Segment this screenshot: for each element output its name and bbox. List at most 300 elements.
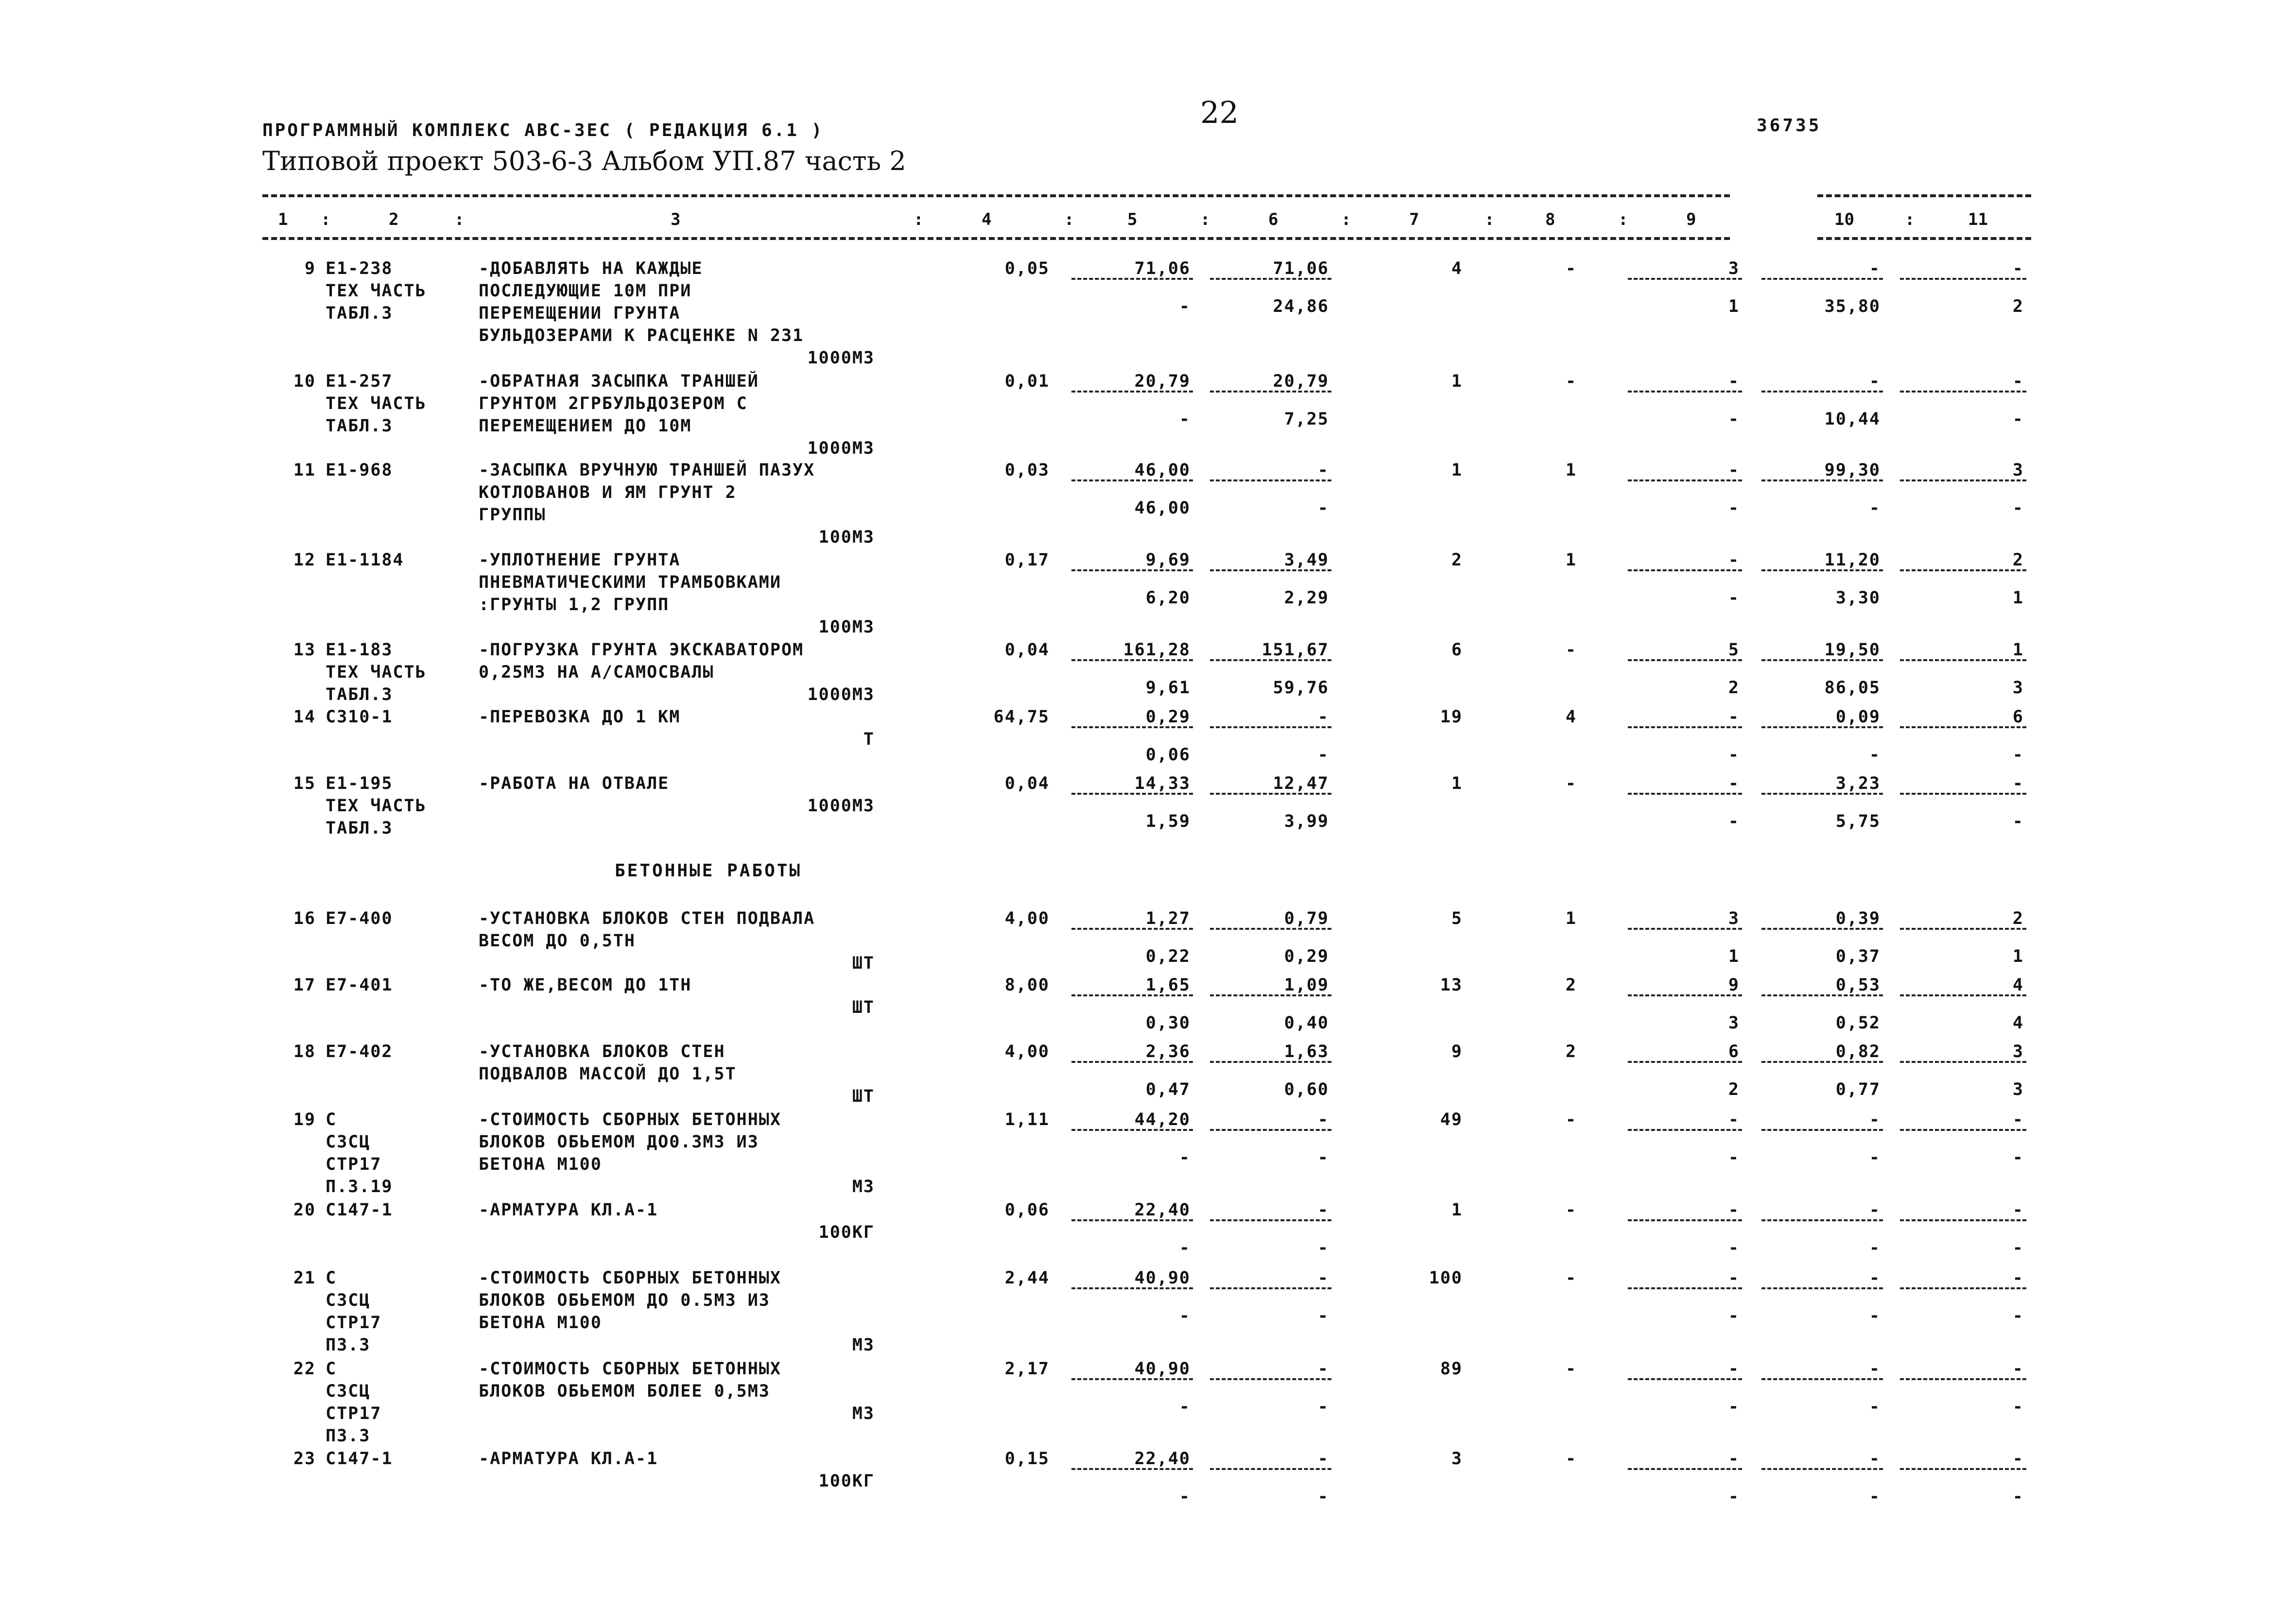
pricing-code: Е1-195	[326, 774, 393, 793]
cost-col10-part: -	[1869, 745, 1881, 765]
cost-separator	[1761, 659, 1883, 661]
cost-col11: 2	[2012, 550, 2024, 570]
cost-col6: -	[1317, 1449, 1329, 1469]
cost-col5-part: 9,61	[1145, 678, 1191, 698]
document-code: 36735	[1757, 116, 1822, 136]
cost-col11-part: -	[2012, 812, 2024, 831]
work-description: ПНЕВМАТИЧЕСКИМИ ТРАМБОВКАМИ	[479, 573, 781, 592]
cost-separator	[1628, 1378, 1742, 1380]
cost-col11: -	[2012, 1449, 2024, 1469]
cost-separator	[1628, 994, 1742, 996]
cost-col7: 1	[1451, 1200, 1463, 1220]
unit-of-measure: М3	[852, 1335, 875, 1355]
quantity: 0,01	[1004, 372, 1050, 391]
pricing-code: С310-1	[326, 707, 393, 727]
cost-col10: -	[1869, 1449, 1881, 1469]
row-number: 11	[293, 461, 316, 480]
cost-separator	[1628, 1129, 1742, 1131]
cost-col10-part: 5,75	[1835, 812, 1881, 831]
cost-col7: 4	[1451, 259, 1463, 278]
row-number: 9	[304, 259, 316, 278]
cost-col5-part: 0,22	[1145, 947, 1191, 966]
work-description: -ТО ЖЕ,ВЕСОМ ДО 1ТН	[479, 975, 692, 995]
work-description: ГРУНТОМ 2ГРБУЛЬДОЗЕРОМ С	[479, 394, 748, 413]
work-description: -ПОГРУЗКА ГРУНТА ЭКСКАВАТОРОМ	[479, 640, 804, 660]
cost-col6: -	[1317, 1110, 1329, 1129]
cost-col9: -	[1728, 1449, 1740, 1469]
cost-col6-part: 0,40	[1284, 1013, 1329, 1033]
col-sep: :	[454, 210, 465, 229]
cost-col11: 2	[2012, 909, 2024, 928]
pricing-code: СТР17	[326, 1313, 382, 1333]
cost-col10: 19,50	[1824, 640, 1881, 660]
cost-separator	[1071, 726, 1193, 728]
cost-separator	[1628, 726, 1742, 728]
cost-separator	[1761, 1378, 1883, 1380]
cost-col5: 0,29	[1145, 707, 1191, 727]
cost-col6: -	[1317, 1359, 1329, 1379]
cost-separator	[1071, 1287, 1193, 1289]
cost-col6-part: -	[1317, 745, 1329, 765]
cost-col11-part: 3	[2012, 678, 2024, 698]
cost-col6: 0,79	[1284, 909, 1329, 928]
cost-col10: 99,30	[1824, 461, 1881, 480]
unit-of-measure: 1000М3	[807, 685, 875, 704]
row-number: 21	[293, 1268, 316, 1288]
cost-separator	[1210, 1219, 1331, 1221]
row-number: 19	[293, 1110, 316, 1129]
work-description: -СТОИМОСТЬ СБОРНЫХ БЕТОННЫХ	[479, 1359, 781, 1379]
cost-separator	[1071, 569, 1193, 571]
cost-separator	[1900, 391, 2026, 393]
cost-col11-part: 2	[2012, 297, 2024, 316]
cost-separator	[1628, 793, 1742, 795]
cost-col9: 9	[1728, 975, 1740, 995]
cost-separator	[1628, 1468, 1742, 1470]
cost-col11: -	[2012, 259, 2024, 278]
work-description: ПЕРЕМЕЩЕНИИ ГРУНТА	[479, 304, 681, 323]
cost-separator	[1900, 793, 2026, 795]
cost-col5-part: -	[1179, 1397, 1191, 1417]
cost-col6-part: 3,99	[1284, 812, 1329, 831]
cost-col6-part: 7,25	[1284, 410, 1329, 429]
col-sep: :	[1618, 210, 1628, 229]
cost-col10: 3,23	[1835, 774, 1881, 793]
cost-col5-part: -	[1179, 1238, 1191, 1258]
pricing-code: С147-1	[326, 1449, 393, 1469]
quantity: 0,03	[1004, 461, 1050, 480]
row-number: 13	[293, 640, 316, 660]
cost-col11-part: 3	[2012, 1080, 2024, 1099]
cost-col8: -	[1565, 372, 1577, 391]
cost-col11: 4	[2012, 975, 2024, 995]
cost-col9-part: -	[1728, 745, 1740, 765]
unit-of-measure: М3	[852, 1177, 875, 1196]
cost-separator	[1761, 793, 1883, 795]
row-number: 17	[293, 975, 316, 995]
page-number: 22	[1200, 95, 1239, 130]
cost-col6-part: 0,29	[1284, 947, 1329, 966]
work-description: -ДОБАВЛЯТЬ НА КАЖДЫЕ	[479, 259, 703, 278]
work-description: -ЗАСЫПКА ВРУЧНУЮ ТРАНШЕЙ ПАЗУХ	[479, 461, 815, 480]
work-description: ПОСЛЕДУЮЩИЕ 10М ПРИ	[479, 281, 692, 301]
cost-col11-part: -	[2012, 1148, 2024, 1167]
cost-col7: 1	[1451, 461, 1463, 480]
cost-col8: -	[1565, 1449, 1577, 1469]
pricing-code: Е1-257	[326, 372, 393, 391]
cost-col8: 2	[1565, 1042, 1577, 1061]
cost-col7: 5	[1451, 909, 1463, 928]
cost-separator	[1071, 391, 1193, 393]
cost-col10: -	[1869, 1359, 1881, 1379]
quantity: 0,15	[1004, 1449, 1050, 1469]
row-number: 14	[293, 707, 316, 727]
cost-col11-part: -	[2012, 1306, 2024, 1326]
cost-col6: 12,47	[1273, 774, 1329, 793]
row-number: 20	[293, 1200, 316, 1220]
pricing-code: С	[326, 1110, 337, 1129]
cost-col9: 3	[1728, 909, 1740, 928]
cost-separator	[1628, 479, 1742, 481]
cost-col10-part: 0,37	[1835, 947, 1881, 966]
pricing-code: Е1-968	[326, 461, 393, 480]
cost-separator	[1210, 1378, 1331, 1380]
cost-col9: -	[1728, 1110, 1740, 1129]
cost-col9: -	[1728, 372, 1740, 391]
cost-col9-part: -	[1728, 1148, 1740, 1167]
cost-separator	[1071, 994, 1193, 996]
cost-col10-part: 86,05	[1824, 678, 1881, 698]
col-header-4: 4	[982, 210, 992, 229]
cost-separator	[1900, 726, 2026, 728]
pricing-code: С147-1	[326, 1200, 393, 1220]
pricing-code: Е1-238	[326, 259, 393, 278]
cost-separator	[1761, 928, 1883, 930]
pricing-code: ТАБЛ.3	[326, 304, 393, 323]
cost-separator	[1210, 1129, 1331, 1131]
cost-separator	[1628, 569, 1742, 571]
cost-col10: -	[1869, 372, 1881, 391]
cost-col10: 0,09	[1835, 707, 1881, 727]
unit-of-measure: М3	[852, 1404, 875, 1423]
cost-separator	[1628, 928, 1742, 930]
cost-col7: 89	[1440, 1359, 1463, 1379]
cost-col7: 100	[1429, 1268, 1463, 1288]
cost-col5: 40,90	[1134, 1268, 1191, 1288]
col-sep: :	[1341, 210, 1351, 229]
cost-col8: 1	[1565, 550, 1577, 570]
work-description: БЕТОНА М100	[479, 1155, 602, 1174]
cost-col6: 71,06	[1273, 259, 1329, 278]
work-description: -УСТАНОВКА БЛОКОВ СТЕН	[479, 1042, 725, 1061]
cost-col6-part: -	[1317, 1487, 1329, 1506]
cost-col6-part: 59,76	[1273, 678, 1329, 698]
cost-col11: -	[2012, 774, 2024, 793]
quantity: 0,04	[1004, 774, 1050, 793]
work-description: БЛОКОВ ОБЬЕМОМ ДО 0.5М3 ИЗ	[479, 1291, 770, 1310]
cost-col5: 20,79	[1134, 372, 1191, 391]
cost-col5-part: -	[1179, 1306, 1191, 1326]
unit-of-measure: ШТ	[852, 954, 875, 973]
cost-separator	[1210, 278, 1331, 280]
cost-col10: 11,20	[1824, 550, 1881, 570]
cost-col6: -	[1317, 1268, 1329, 1288]
unit-of-measure: ШТ	[852, 1087, 875, 1106]
pricing-code: Е7-400	[326, 909, 393, 928]
work-description: БЛОКОВ ОБЬЕМОМ ДО0.3М3 ИЗ	[479, 1132, 759, 1152]
work-description: 0,25М3 НА А/САМОСВАЛЫ	[479, 663, 714, 682]
cost-separator	[1900, 1287, 2026, 1289]
cost-col9-part: -	[1728, 1397, 1740, 1417]
cost-col6: -	[1317, 461, 1329, 480]
cost-col9-part: 2	[1728, 1080, 1740, 1099]
cost-separator	[1900, 994, 2026, 996]
cost-separator	[1071, 659, 1193, 661]
cost-col11-part: 1	[2012, 947, 2024, 966]
cost-col9-part: -	[1728, 1238, 1740, 1258]
cost-col9-part: -	[1728, 1306, 1740, 1326]
cost-separator	[1071, 479, 1193, 481]
unit-of-measure: 1000М3	[807, 348, 875, 368]
pricing-code: ТЕХ ЧАСТЬ	[326, 281, 427, 301]
col-header-3: 3	[671, 210, 681, 229]
col-header-2: 2	[389, 210, 399, 229]
cost-col9: 5	[1728, 640, 1740, 660]
cost-col9-part: -	[1728, 812, 1740, 831]
quantity: 0,05	[1004, 259, 1050, 278]
col-sep: :	[1200, 210, 1210, 229]
pricing-code: П.3.19	[326, 1177, 393, 1196]
cost-col8: -	[1565, 640, 1577, 660]
quantity: 0,06	[1004, 1200, 1050, 1220]
cost-col11: 6	[2012, 707, 2024, 727]
cost-col11-part: 4	[2012, 1013, 2024, 1033]
work-description: ПЕРЕМЕЩЕНИЕМ ДО 10М	[479, 416, 692, 436]
cost-separator	[1210, 793, 1331, 795]
cost-col11-part: -	[2012, 1397, 2024, 1417]
quantity: 64,75	[993, 707, 1050, 727]
cost-separator	[1071, 1061, 1193, 1063]
cost-col6-part: -	[1317, 498, 1329, 518]
cost-separator	[1900, 1378, 2026, 1380]
project-title: Типовой проект 503-6-3 Альбом УП.87 часть 2	[262, 146, 906, 176]
col-sep: :	[1485, 210, 1495, 229]
cost-col11: -	[2012, 372, 2024, 391]
col-sep: :	[1905, 210, 1915, 229]
cost-separator	[1628, 1219, 1742, 1221]
row-number: 12	[293, 550, 316, 570]
cost-col10-part: -	[1869, 498, 1881, 518]
col-sep: :	[914, 210, 924, 229]
cost-col8: -	[1565, 1359, 1577, 1379]
work-description: ПОДВАЛОВ МАССОЙ ДО 1,5Т	[479, 1064, 737, 1084]
row-number: 23	[293, 1449, 316, 1469]
cost-col9: -	[1728, 461, 1740, 480]
cost-col11: -	[2012, 1200, 2024, 1220]
cost-col5-part: -	[1179, 1148, 1191, 1167]
cost-col5: 22,40	[1134, 1200, 1191, 1220]
pricing-code: ТАБЛ.3	[326, 416, 393, 436]
cost-col6-part: -	[1317, 1238, 1329, 1258]
cost-col5: 161,28	[1123, 640, 1191, 660]
pricing-code: С	[326, 1268, 337, 1288]
cost-col8: -	[1565, 1268, 1577, 1288]
cost-col11: 3	[2012, 1042, 2024, 1061]
quantity: 1,11	[1004, 1110, 1050, 1129]
cost-separator	[1628, 1287, 1742, 1289]
cost-col6: 151,67	[1261, 640, 1329, 660]
work-description: БУЛЬДОЗЕРАМИ К РАСЦЕНКЕ N 231	[479, 326, 804, 345]
cost-separator	[1071, 1129, 1193, 1131]
cost-separator	[1900, 278, 2026, 280]
cost-col5-part: 0,47	[1145, 1080, 1191, 1099]
pricing-code: С3СЦ	[326, 1291, 371, 1310]
cost-col10: -	[1869, 1200, 1881, 1220]
unit-of-measure: ШТ	[852, 998, 875, 1017]
cost-separator	[1761, 1468, 1883, 1470]
cost-separator	[1210, 659, 1331, 661]
cost-separator	[1900, 1061, 2026, 1063]
pricing-code: П3.3	[326, 1426, 371, 1446]
pricing-code: П3.3	[326, 1335, 371, 1355]
cost-separator	[1210, 726, 1331, 728]
cost-separator	[1071, 278, 1193, 280]
cost-separator	[1761, 1061, 1883, 1063]
cost-separator	[1210, 391, 1331, 393]
row-number: 16	[293, 909, 316, 928]
cost-separator	[1761, 1129, 1883, 1131]
cost-col10-part: 0,77	[1835, 1080, 1881, 1099]
cost-col10: -	[1869, 1268, 1881, 1288]
cost-col7: 9	[1451, 1042, 1463, 1061]
work-description: ВЕСОМ ДО 0,5ТН	[479, 931, 636, 951]
cost-col6: 1,09	[1284, 975, 1329, 995]
cost-col7: 2	[1451, 550, 1463, 570]
cost-separator	[1210, 1468, 1331, 1470]
row-number: 18	[293, 1042, 316, 1061]
pricing-code: Е7-401	[326, 975, 393, 995]
cost-col10-part: -	[1869, 1148, 1881, 1167]
cost-col6: 3,49	[1284, 550, 1329, 570]
cost-separator	[1761, 1219, 1883, 1221]
work-description: :ГРУНТЫ 1,2 ГРУПП	[479, 595, 670, 615]
cost-col8: 1	[1565, 461, 1577, 480]
pricing-code: С3СЦ	[326, 1382, 371, 1401]
quantity: 2,44	[1004, 1268, 1050, 1288]
cost-col6: 1,63	[1284, 1042, 1329, 1061]
cost-col7: 3	[1451, 1449, 1463, 1469]
pricing-code: ТАБЛ.3	[326, 819, 393, 838]
cost-col6: -	[1317, 707, 1329, 727]
cost-separator	[1628, 391, 1742, 393]
row-number: 22	[293, 1359, 316, 1379]
cost-col5: 2,36	[1145, 1042, 1191, 1061]
pricing-code: СТР17	[326, 1155, 382, 1174]
cost-col9-part: 2	[1728, 678, 1740, 698]
cost-col5-part: 6,20	[1145, 588, 1191, 608]
cost-col5-part: 0,30	[1145, 1013, 1191, 1033]
work-description: -СТОИМОСТЬ СБОРНЫХ БЕТОННЫХ	[479, 1110, 781, 1129]
cost-col11: 1	[2012, 640, 2024, 660]
quantity: 0,17	[1004, 550, 1050, 570]
cost-separator	[1071, 1378, 1193, 1380]
cost-separator	[1900, 1219, 2026, 1221]
work-description: -ПЕРЕВОЗКА ДО 1 КМ	[479, 707, 681, 727]
cost-col5: 9,69	[1145, 550, 1191, 570]
cost-col9: 3	[1728, 259, 1740, 278]
cost-col10: 0,53	[1835, 975, 1881, 995]
cost-col7: 19	[1440, 707, 1463, 727]
cost-col8: -	[1565, 774, 1577, 793]
quantity: 2,17	[1004, 1359, 1050, 1379]
cost-col8: 1	[1565, 909, 1577, 928]
cost-separator	[1761, 278, 1883, 280]
col-sep: :	[1064, 210, 1074, 229]
unit-of-measure: 100М3	[818, 617, 875, 637]
quantity: 0,04	[1004, 640, 1050, 660]
pricing-code: Е1-1184	[326, 550, 404, 570]
cost-separator	[1210, 479, 1331, 481]
col-header-7: 7	[1409, 210, 1419, 229]
pricing-code: Е7-402	[326, 1042, 393, 1061]
col-header-11: 11	[1968, 210, 1988, 229]
cost-col7: 1	[1451, 372, 1463, 391]
work-description: -АРМАТУРА КЛ.А-1	[479, 1449, 658, 1469]
cost-col8: 2	[1565, 975, 1577, 995]
pricing-code: ТАБЛ.3	[326, 685, 393, 704]
cost-separator	[1900, 1129, 2026, 1131]
cost-col10-part: -	[1869, 1306, 1881, 1326]
cost-col9-part: -	[1728, 1487, 1740, 1506]
cost-col6-part: 0,60	[1284, 1080, 1329, 1099]
row-number: 15	[293, 774, 316, 793]
cost-separator	[1900, 479, 2026, 481]
cost-col5-part: -	[1179, 410, 1191, 429]
work-description: -РАБОТА НА ОТВАЛЕ	[479, 774, 670, 793]
unit-of-measure: Т	[863, 730, 875, 749]
work-description: -АРМАТУРА КЛ.А-1	[479, 1200, 658, 1220]
pricing-code: ТЕХ ЧАСТЬ	[326, 796, 427, 816]
cost-separator	[1071, 793, 1193, 795]
cost-col9: -	[1728, 550, 1740, 570]
pricing-code: Е1-183	[326, 640, 393, 660]
cost-col5: 22,40	[1134, 1449, 1191, 1469]
cost-col10-part: 10,44	[1824, 410, 1881, 429]
cost-col10-part: -	[1869, 1238, 1881, 1258]
cost-col11: -	[2012, 1268, 2024, 1288]
cost-separator	[1210, 994, 1331, 996]
cost-col5-part: -	[1179, 297, 1191, 316]
cost-col8: -	[1565, 1200, 1577, 1220]
col-sep: :	[321, 210, 331, 229]
pricing-code: ТЕХ ЧАСТЬ	[326, 663, 427, 682]
cost-col6-part: 24,86	[1273, 297, 1329, 316]
cost-separator	[1210, 1287, 1331, 1289]
unit-of-measure: 100КГ	[818, 1471, 875, 1491]
cost-col9: 6	[1728, 1042, 1740, 1061]
col-header-5: 5	[1127, 210, 1138, 229]
cost-col9-part: -	[1728, 410, 1740, 429]
cost-col9-part: 1	[1728, 947, 1740, 966]
cost-col9: -	[1728, 1200, 1740, 1220]
pricing-code: С	[326, 1359, 337, 1379]
work-description: БЛОКОВ ОБЬЕМОМ БОЛЕЕ 0,5М3	[479, 1382, 770, 1401]
cost-col11-part: 1	[2012, 588, 2024, 608]
cost-col5: 44,20	[1134, 1110, 1191, 1129]
cost-col8: -	[1565, 259, 1577, 278]
cost-col8: -	[1565, 1110, 1577, 1129]
cost-col9-part: -	[1728, 498, 1740, 518]
